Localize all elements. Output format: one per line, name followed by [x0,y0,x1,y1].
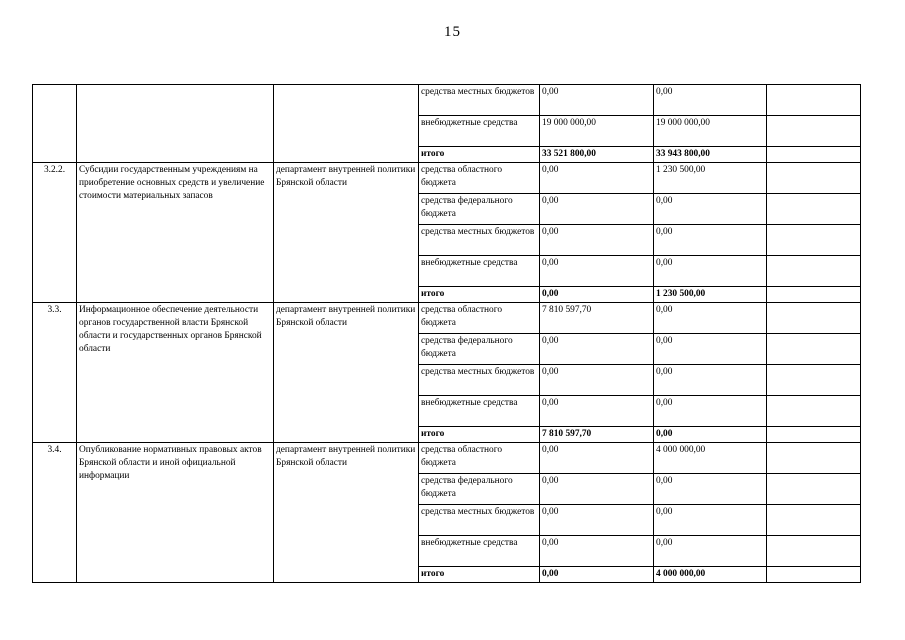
funding-source: средства местных бюджетов [419,505,540,536]
amount-year-2: 4 000 000,00 [654,567,767,583]
item-executor [274,85,419,163]
amount-year-1: 0,00 [540,225,654,256]
funding-source: итого [419,147,540,163]
item-number: 3.4. [33,443,77,583]
item-executor: департамент внутренней политики Брянской области [274,443,419,583]
budget-table [32,84,861,583]
empty-cell [767,163,861,194]
empty-cell [767,194,861,225]
empty-cell [767,567,861,583]
table-row [33,303,861,334]
amount-year-1: 0,00 [540,474,654,505]
page-number: 15 [444,24,461,40]
amount-year-2: 0,00 [654,474,767,505]
funding-source: средства местных бюджетов [419,225,540,256]
empty-cell [767,116,861,147]
item-name [77,85,274,163]
amount-year-1: 0,00 [540,163,654,194]
amount-year-2: 33 943 800,00 [654,147,767,163]
amount-year-2: 0,00 [654,505,767,536]
amount-year-1: 7 810 597,70 [540,427,654,443]
funding-source: итого [419,287,540,303]
empty-cell [767,85,861,116]
amount-year-1: 19 000 000,00 [540,116,654,147]
empty-cell [767,225,861,256]
empty-cell [767,505,861,536]
empty-cell [767,365,861,396]
empty-cell [767,474,861,505]
amount-year-2: 0,00 [654,334,767,365]
funding-source: внебюджетные средства [419,536,540,567]
amount-year-2: 0,00 [654,85,767,116]
amount-year-2: 0,00 [654,427,767,443]
table-row [33,85,861,116]
amount-year-2: 1 230 500,00 [654,287,767,303]
amount-year-1: 0,00 [540,505,654,536]
amount-year-2: 0,00 [654,256,767,287]
item-name: Опубликование нормативных правовых актов Брянской области и иной официальной информации [77,443,274,583]
empty-cell [767,427,861,443]
empty-cell [767,303,861,334]
empty-cell [767,536,861,567]
amount-year-2: 4 000 000,00 [654,443,767,474]
table-row [33,163,861,194]
funding-source: средства местных бюджетов [419,365,540,396]
item-executor: департамент внутренней политики Брянской области [274,303,419,443]
empty-cell [767,443,861,474]
item-number: 3.3. [33,303,77,443]
funding-source: внебюджетные средства [419,256,540,287]
amount-year-2: 0,00 [654,303,767,334]
amount-year-1: 0,00 [540,334,654,365]
table-body [33,85,861,583]
amount-year-1: 0,00 [540,256,654,287]
funding-source: внебюджетные средства [419,396,540,427]
amount-year-1: 0,00 [540,287,654,303]
funding-source: внебюджетные средства [419,116,540,147]
empty-cell [767,334,861,365]
amount-year-1: 0,00 [540,536,654,567]
amount-year-1: 0,00 [540,365,654,396]
empty-cell [767,287,861,303]
amount-year-1: 0,00 [540,567,654,583]
empty-cell [767,147,861,163]
funding-source: итого [419,567,540,583]
amount-year-2: 0,00 [654,225,767,256]
empty-cell [767,256,861,287]
amount-year-1: 0,00 [540,396,654,427]
funding-source: средства федерального бюджета [419,194,540,225]
amount-year-1: 0,00 [540,85,654,116]
item-name: Субсидии государственным учреждениям на приобретение основных средств и увеличение стоимости материальных запасов [77,163,274,303]
amount-year-2: 0,00 [654,396,767,427]
funding-source: средства областного бюджета [419,443,540,474]
amount-year-2: 1 230 500,00 [654,163,767,194]
amount-year-1: 7 810 597,70 [540,303,654,334]
amount-year-1: 0,00 [540,194,654,225]
item-name: Информационное обеспечение деятельности органов государственной власти Брянской области и государственных органов Брянской области [77,303,274,443]
item-number [33,85,77,163]
amount-year-2: 0,00 [654,194,767,225]
amount-year-2: 0,00 [654,536,767,567]
amount-year-1: 33 521 800,00 [540,147,654,163]
funding-source: средства областного бюджета [419,163,540,194]
item-number: 3.2.2. [33,163,77,303]
table-row [33,443,861,474]
amount-year-2: 19 000 000,00 [654,116,767,147]
empty-cell [767,396,861,427]
funding-source: итого [419,427,540,443]
item-executor: департамент внутренней политики Брянской области [274,163,419,303]
amount-year-2: 0,00 [654,365,767,396]
funding-source: средства федерального бюджета [419,474,540,505]
amount-year-1: 0,00 [540,443,654,474]
funding-source: средства федерального бюджета [419,334,540,365]
funding-source: средства местных бюджетов [419,85,540,116]
funding-source: средства областного бюджета [419,303,540,334]
